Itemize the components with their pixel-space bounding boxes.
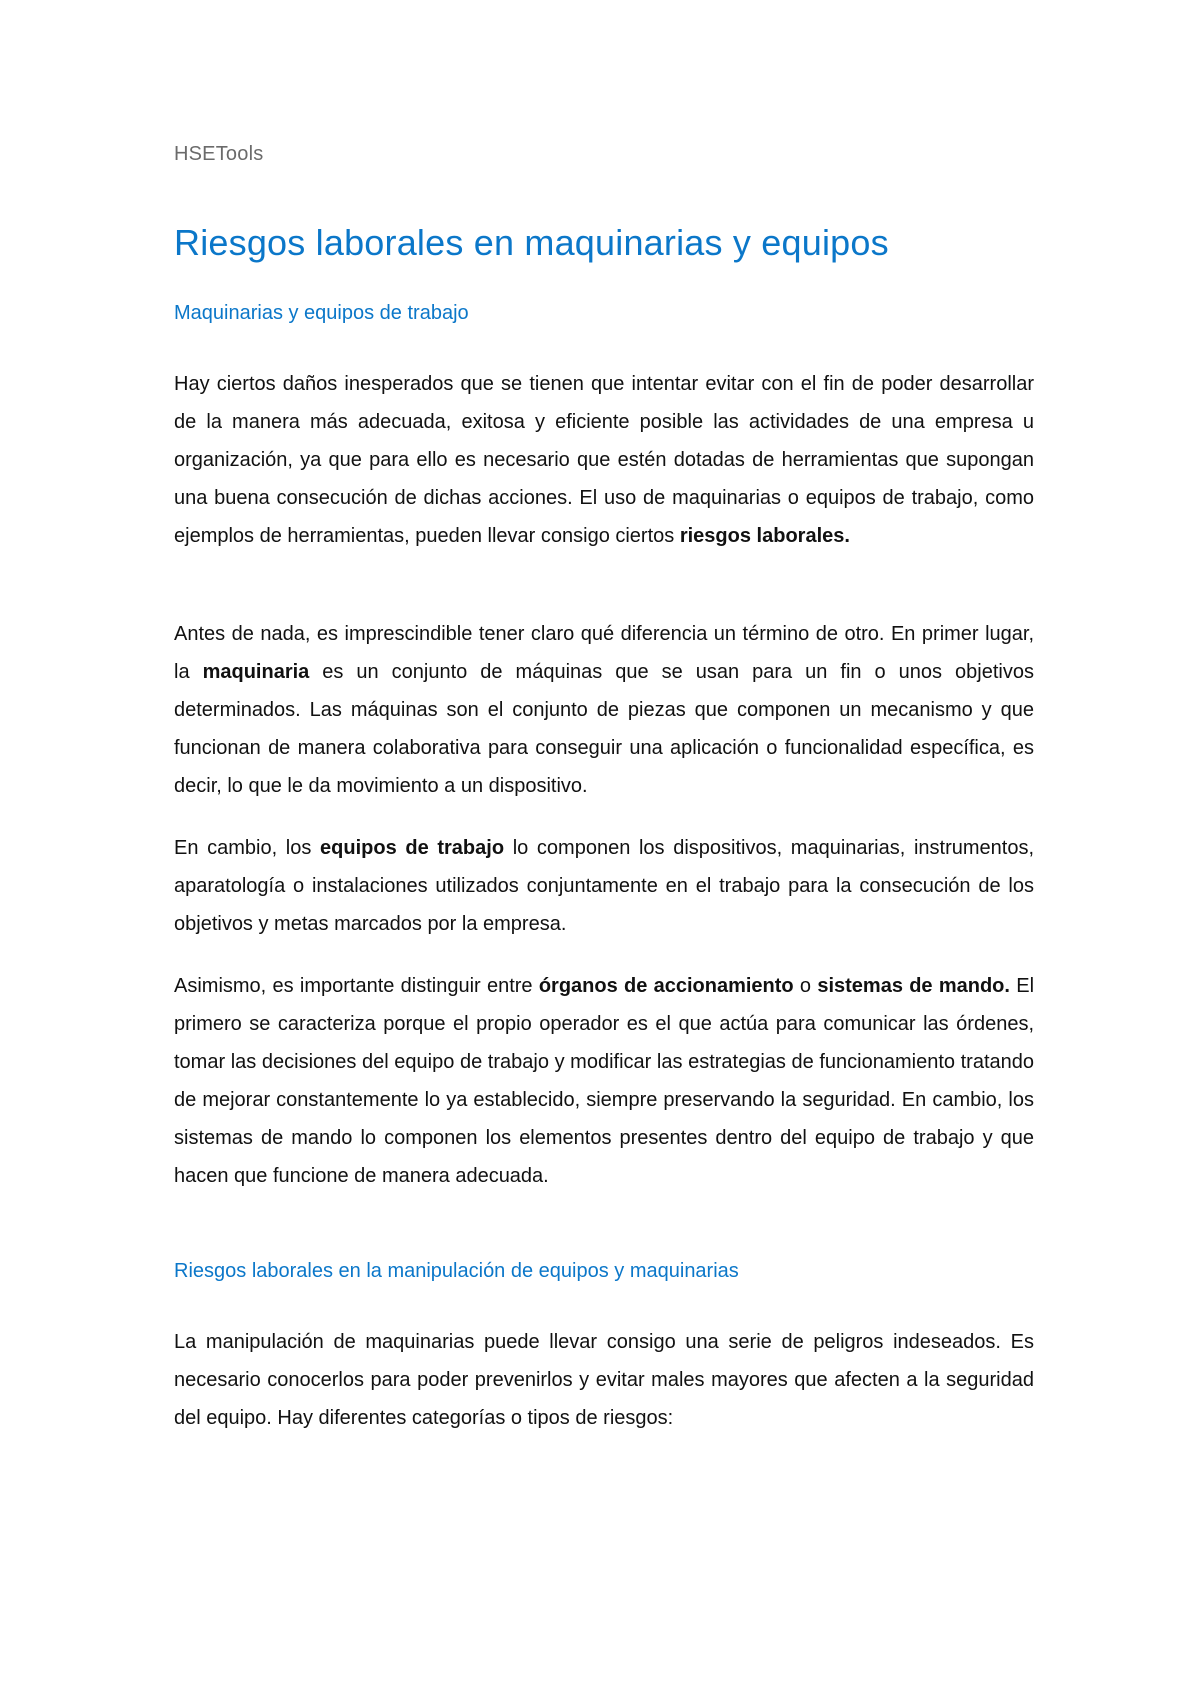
paragraph-equipos-after: lo componen los dispositivos, maquinarias, instrumentos, aparatología o instalaciones utilizados conjuntamente en el trabajo para la consecución de los objetivos y metas marcados por la empresa.: [174, 837, 1035, 935]
paragraph-intro: [174, 365, 1034, 555]
paragraph-intro-text: Hay ciertos daños inesperados que se tienen que intentar evitar con el fin de poder desarrollar de la manera más adecuada, exitosa y eficiente posible las actividades de una empresa u organización, ya que para ello es necesario que estén dotadas de herramientas que supongan una buena consecución de dichas acciones. El uso de maquinarias o equipos de trabajo, como ejemplos de herramientas, pueden llevar consigo ciertos: [174, 373, 1034, 547]
paragraph-manipulacion: [174, 1323, 1034, 1437]
paragraph-definitions-after: es un conjunto de máquinas que se usan para un fin o unos objetivos determinados. Las máquinas son el conjunto de piezas que componen un mecanismo y que funcionan de manera colaborativa para conseguir una aplicación o funcionalidad específica, es decir, lo que le da movimiento a un dispositivo.: [174, 661, 1034, 797]
paragraph-intro-bold: riesgos laborales.: [679, 525, 850, 547]
paragraph-equipos-bold: equipos de trabajo: [320, 837, 505, 859]
paragraph-manipulacion-text: La manipulación de maquinarias puede llevar consigo una serie de peligros indeseados. Es necesario conocerlos para poder prevenirlos y evitar males mayores que afecten a la seguridad del equipo. Hay diferentes categorías o tipos de riesgos:: [174, 1331, 1034, 1429]
paragraph-organos: [174, 967, 1034, 1195]
paragraph-definitions: [174, 615, 1034, 805]
paragraph-organos-middle: o: [793, 975, 818, 997]
paragraph-equipos: [174, 829, 1034, 943]
paragraph-organos-after: El primero se caracteriza porque el propio operador es el que actúa para comunicar las órdenes, tomar las decisiones del equipo de trabajo y modificar las estrategias de funcionamiento tratando de mejorar constantemente lo ya establecido, siempre preservando la seguridad. En cambio, los sistemas de mando lo componen los elementos presentes dentro del equipo de trabajo y que hacen que funcione de manera adecuada.: [174, 975, 1035, 1187]
page-title: Riesgos laborales en maquinarias y equipos: [174, 222, 889, 263]
section-heading-riesgos: Riesgos laborales en la manipulación de equipos y maquinarias: [174, 1260, 739, 1282]
paragraph-equipos-before: En cambio, los: [174, 837, 321, 859]
brand-label: HSETools: [174, 143, 264, 165]
paragraph-definitions-bold: maquinaria: [202, 661, 310, 683]
section-heading-maquinarias: Maquinarias y equipos de trabajo: [174, 302, 469, 324]
paragraph-organos-bold-1: órganos de accionamiento: [538, 975, 794, 997]
paragraph-organos-before: Asimismo, es importante distinguir entre: [174, 975, 539, 997]
paragraph-definitions-before: Antes de nada, es imprescindible tener claro qué diferencia un término de otro. En primer lugar, la: [174, 623, 1034, 683]
paragraph-organos-bold-2: sistemas de mando.: [817, 975, 1010, 997]
